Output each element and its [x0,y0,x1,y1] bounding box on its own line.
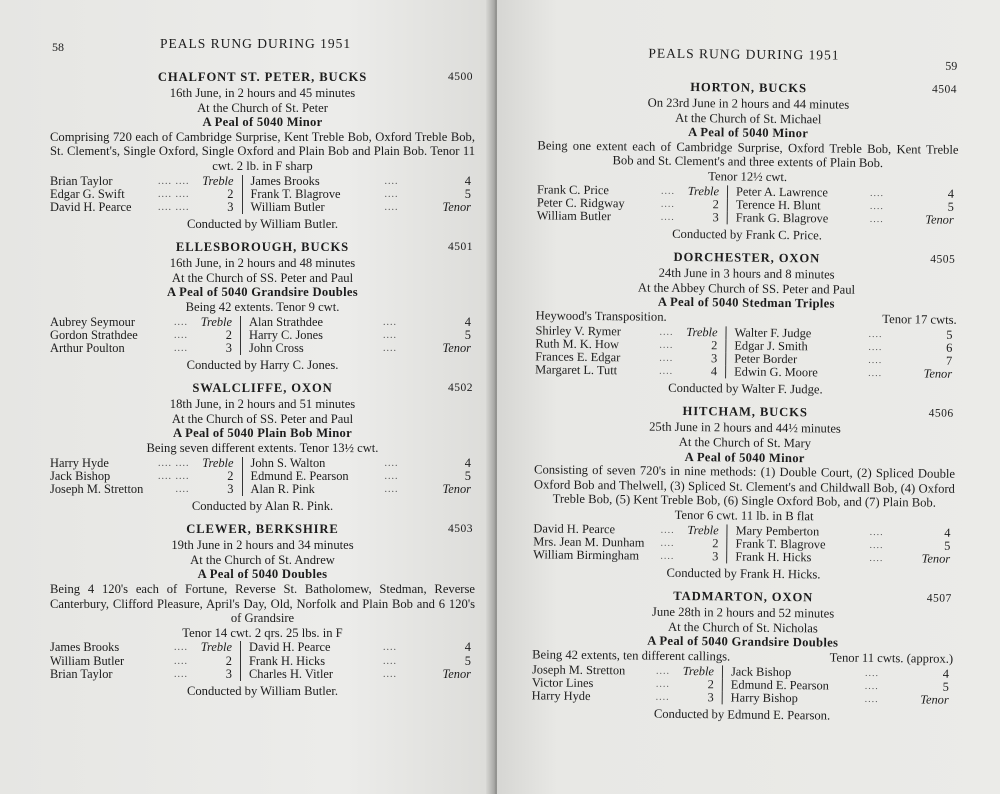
peal-place: TADMARTON, OXON [673,589,814,605]
ringer-name: William Butler [536,208,612,224]
leader-dots: .... [383,342,397,354]
conducted-by: Conducted by Frank C. Price. [672,227,822,243]
bell-number: 3 [196,201,243,214]
leader-dots: .... [660,185,676,197]
leader-dots: .... [384,483,399,495]
bell-number: 2 [681,198,728,212]
peal-church: At the Church of St. Michael [675,110,822,126]
page-number: 58 [52,40,64,54]
peal-church: At the Abbey Church of SS. Peter and Paul [637,280,856,297]
bell-number: 7 [945,353,953,368]
ringer-name: James Brooks [250,173,320,188]
ringers-table [50,316,475,356]
peal-date: 19th June in 2 hours and 34 minutes [171,538,354,553]
ringers-table [50,457,475,497]
ringer-name: Harry Hyde [531,688,591,703]
leader-dots: .... [869,539,884,551]
bell-number: 3 [194,342,241,355]
ringer-name: Charles H. Vitler [249,666,334,681]
ringer-name: Edmund E. Pearson [250,468,349,483]
peal-tenor: Tenor 6 cwt. 11 lb. in B flat [674,507,814,524]
bell-number: Treble [196,457,243,470]
bell-number: Treble [194,641,241,654]
ringer-name: John Cross [249,340,304,355]
bell-number: 2 [194,329,241,342]
peal-details: Comprising 720 each of Cambridge Surprise, Kent Treble Bob, Oxford Treble Bob, St. Clement's, Single Oxford, Single Oxford and Plain Bob and Plain Bob. Tenor 11 cwt. 2 lb. in F sharp [50,129,475,173]
peal-place: HORTON, BUCKS [690,80,808,96]
peal-heading [50,520,475,538]
ringer-row [50,655,475,668]
leader-dots: .... [655,691,670,703]
ringer-name: Walter F. Judge [734,325,812,340]
peal-church: At the Church of SS. Peter and Paul [171,411,354,426]
ringer-name: Frances E. Edgar [535,349,621,365]
bell-number: 4 [464,173,471,188]
leader-dots: .... .... [158,201,190,213]
ringer-name: Harry Hyde [50,455,109,470]
leader-dots: .... [174,329,188,341]
page-number: 59 [945,58,958,73]
ringer-name: Peter C. Ridgway [536,195,625,211]
leader-dots: .... [868,368,883,380]
conducted-by: Conducted by Frank H. Hicks. [666,565,821,582]
ringer-row [50,201,475,214]
leader-dots: .... [383,642,397,654]
leader-dots: .... [384,470,399,482]
leader-dots: .... [659,365,674,378]
leader-dots: .... [660,211,675,223]
bell-number: Tenor [442,666,471,681]
bell-number: 5 [942,679,949,694]
bell-number: 5 [464,468,471,483]
peal-title: A Peal of 5040 Grandsire Doubles [167,285,358,300]
bell-number: Treble [679,325,726,339]
leader-dots: .... [655,665,671,677]
peal-number: 4500 [448,71,473,83]
peal-heading [50,68,475,86]
peal-heading [50,379,475,397]
bell-number: Tenor [442,199,471,214]
peal-heading [50,238,475,256]
running-head [50,36,475,66]
peal-title: A Peal of 5040 Plain Bob Minor [172,426,352,441]
ringer-name: James Brooks [50,640,120,655]
leader-dots: .... [660,524,675,536]
peal-details: Being 42 extents. Tenor 9 cwt. [185,299,340,314]
bell-number: 3 [676,691,723,705]
ringer-name: Brian Taylor [50,666,113,681]
ringer-name: John S. Walton [250,455,326,470]
running-title: PEALS RUNG DURING 1951 [160,36,352,51]
ringers-table [535,324,957,381]
ringer-name: David H. Pearce [50,199,132,214]
peal-entry [50,238,475,373]
peal-place: HITCHAM, BUCKS [682,404,808,420]
peal-church: At the Church of St. Nicholas [668,619,818,636]
peal-title: A Peal of 5040 Minor [684,449,805,465]
leader-dots: .... [864,693,879,705]
leader-dots: .... [655,678,670,690]
left-page [0,0,493,794]
bell-number: 5 [947,199,954,214]
peal-number: 4506 [928,407,954,421]
peal-church: At the Church of St. Andrew [190,552,335,567]
bell-number: 4 [679,365,726,379]
bell-number: 6 [946,340,953,355]
peal-entry [50,68,475,232]
peal-entry [50,520,475,699]
bell-number: 5 [464,653,471,668]
ringer-name: Edgar G. Swift [50,186,125,201]
ringer-name: Ruth M. K. How [535,336,620,352]
bell-number: Tenor [921,551,951,566]
leader-dots: .... [384,188,399,200]
bell-number: 4 [942,666,950,681]
peal-tenor: Tenor 17 cwts. [882,312,957,327]
leader-dots: .... .... [158,457,190,469]
leader-dots: .... [174,316,188,328]
ringer-name: Victor Lines [531,675,594,690]
ringers-table [50,175,475,215]
leader-dots: .... [864,667,880,679]
bell-number: Treble [196,175,243,188]
ringer-name: Joseph M. Stretton [50,481,144,496]
leader-dots: .... [174,668,188,680]
bell-number: Treble [681,185,728,199]
peal-title: A Peal of 5040 Minor [688,125,809,141]
ringers-table [50,641,475,681]
bell-number: 4 [944,525,951,540]
peal-date: On 23rd June in 2 hours and 44 minutes [647,95,850,112]
ringer-name: Frank T. Blagrove [735,536,826,552]
peal-date: June 28th in 2 hours and 52 minutes [651,604,835,621]
bell-number: 4 [464,455,471,470]
right-page [497,0,1000,794]
bell-number: 4 [464,314,471,329]
peal-details: Being one extent each of Cambridge Surprise, Oxford Treble Bob, Kent Treble Bob and St. Clement's and three extents of Plain Bob. [537,138,959,171]
ringer-name: William Butler [250,199,325,214]
ringer-name: Aubrey Seymour [50,314,135,329]
bell-number: 2 [196,470,243,483]
peal-number: 4503 [448,523,473,536]
leader-dots: .... [174,655,188,667]
bell-number: Treble [681,523,728,537]
ringer-name: David H. Pearce [533,520,616,536]
conducted-by: Conducted by Edmund E. Pearson. [653,706,831,723]
running-head [538,44,959,78]
bell-number: 3 [681,211,728,225]
conducted-by: Conducted by Harry C. Jones. [186,358,339,373]
ringer-name: Shirley V. Rymer [535,322,622,338]
peal-church: At the Church of St. Peter [197,100,328,115]
peal-place: ELLESBOROUGH, BUCKS [175,240,350,255]
peal-title: A Peal of 5040 Stedman Triples [657,295,835,311]
ringer-name: Frank T. Blagrove [250,186,341,201]
bell-number: Tenor [920,692,949,707]
ringer-name: Frank G. Blagrove [735,210,829,226]
peal-entry [536,76,959,245]
bell-number: 2 [679,339,726,353]
peal-entry [533,401,956,584]
bell-number: Treble [676,664,723,678]
leader-dots: .... [384,201,399,213]
ringer-row [50,470,475,483]
bell-number: Tenor [442,340,471,355]
peal-tenor: Tenor 11 cwts. (approx.) [829,650,954,666]
leader-dots: .... [174,342,188,354]
conducted-by: Conducted by William Butler. [186,217,339,232]
ringer-name: Terence H. Blunt [735,197,821,213]
ringer-row [50,316,475,329]
ringer-name: Peter Border [734,351,798,367]
leader-dots: .... [383,655,397,667]
peal-entry [531,586,953,725]
bell-number: 5 [946,327,953,342]
ringer-name: Jack Bishop [50,468,111,483]
peal-tenor: Tenor 12½ cwt. [708,169,788,185]
bell-number: 2 [676,678,723,692]
ringer-name: Frank C. Price [536,181,610,197]
peal-number: 4507 [926,592,952,605]
bell-number: 5 [464,186,471,201]
ringer-name: Mary Pemberton [735,523,820,538]
ringer-name: Gordon Strathdee [50,327,138,342]
bell-number: Tenor [923,366,953,381]
peal-entry [535,247,958,400]
peal-place: SWALCLIFFE, OXON [192,381,333,396]
ringer-name: Joseph M. Stretton [531,661,626,677]
peal-tenor: Tenor 14 cwt. 2 qrs. 25 lbs. in F [182,625,343,640]
bell-number: 3 [680,550,727,564]
leader-dots: .... [869,526,884,538]
peal-place: DORCHESTER, OXON [673,250,821,266]
peal-details: Being 4 120's each of Fortune, Reverse St. Batholomew, Stedman, Reverse Canterbury, Clifford Pleasure, April's Day, Old, Norfolk and Plain Bob and 6 120's of Grandsire [50,581,475,626]
leader-dots: .... [659,352,674,364]
leader-dots: .... [869,552,884,564]
peal-title: A Peal of 5040 Minor [202,115,323,130]
peal-details: Heywood's Transposition. [535,308,667,324]
ringer-name: Margaret L. Tutt [535,362,618,378]
ringer-name: David H. Pearce [249,640,331,655]
peal-title: A Peal of 5040 Grandsire Doubles [647,633,839,650]
bell-number: 3 [194,668,241,681]
conducted-by: Conducted by Walter F. Judge. [668,381,823,397]
peal-place: CHALFONT ST. PETER, BUCKS [157,70,368,84]
peal-number: 4504 [932,83,958,96]
leader-dots: .... [868,341,883,353]
bell-number: 2 [196,188,243,201]
peal-date: 25th June in 2 hours and 44½ minutes [649,419,841,436]
leader-dots: .... [174,642,188,654]
leader-dots: .... .... [158,175,190,187]
ringer-name: Alan Strathdee [249,314,323,329]
ringer-row [50,329,475,342]
ringer-row [50,483,475,496]
conducted-by: Conducted by William Butler. [186,683,339,698]
ringer-row [50,188,475,201]
leader-dots: .... [384,175,399,187]
conducted-by: Conducted by Alan R. Pink. [191,499,334,514]
leader-dots: .... .... [158,470,190,482]
peal-church: At the Church of SS. Peter and Paul [171,270,354,285]
leader-dots: .... [869,200,884,212]
ringers-table [532,663,953,707]
peal-date: 24th June in 3 hours and 8 minutes [658,265,835,282]
ringer-name: Harry Bishop [730,690,798,706]
ringer-name: William Butler [50,653,125,668]
peal-place: CLEWER, BERKSHIRE [186,522,339,537]
ringer-name: Alan R. Pink [250,481,315,496]
leader-dots: .... [384,457,399,469]
leader-dots: .... [383,316,397,328]
leader-dots: .... [383,668,397,680]
bell-number: 4 [464,640,471,655]
leader-dots: .... [868,328,883,340]
leader-dots: .... [383,329,397,341]
peal-date: 16th June, in 2 hours and 45 minutes [169,86,356,100]
peal-date: 18th June, in 2 hours and 51 minutes [169,397,356,412]
ringer-name: Frank H. Hicks [249,653,326,668]
leader-dots: .... [864,680,879,692]
peal-date: 16th June, in 2 hours and 48 minutes [169,256,356,271]
leader-dots: .... .... [158,188,190,200]
leader-dots: .... [659,339,674,351]
ringer-name: Jack Bishop [730,663,792,679]
leader-dots: .... [660,537,675,549]
peal-entry [50,379,475,514]
peal-details: Consisting of seven 720's in nine methods: (1) Double Court, (2) Spliced Double Oxford Bob and Thelwell, (3) Spliced St. Clement's and Childwall Bob, (4) Oxford Treble Bob, (5) Kent Treble Bob, (6) Single Oxford Bob, and (7) Plain Bob. [533,462,956,510]
bell-number: 2 [194,655,241,668]
ringer-name: William Birmingham [533,547,640,563]
leader-dots: .... [868,354,883,367]
peal-details: Being 42 extents, ten different callings. [532,647,731,664]
bell-number: 3 [679,352,726,366]
bell-number: Treble [194,316,241,329]
ringer-name: Frank H. Hicks [735,549,812,565]
ringer-row [50,457,475,470]
ringer-row [50,641,475,654]
ringer-name: Brian Taylor [50,173,113,188]
leader-dots: .... [869,187,885,199]
bell-number: 5 [944,538,951,553]
leader-dots: .... [175,483,190,495]
bell-number: 5 [464,327,471,342]
leader-dots: .... [659,326,674,338]
bell-number: 3 [196,483,243,496]
ringer-name: Edwin G. Moore [734,364,818,380]
leader-dots: .... [869,213,884,226]
ringer-name: Peter A. Lawrence [735,184,828,200]
leader-dots: .... [660,550,675,562]
bell-number: 4 [947,186,955,201]
ringer-name: Harry C. Jones [249,327,323,342]
ringers-table [537,183,958,227]
ringer-name: Edgar J. Smith [734,338,808,354]
peal-number: 4502 [448,382,473,395]
ringer-name: Mrs. Jean M. Dunham [533,534,645,550]
peal-details: Being seven different extents. Tenor 13½ cwt. [146,440,379,455]
peal-church: At the Church of St. Mary [678,434,812,451]
peal-number: 4501 [448,241,473,254]
ringer-row [50,342,475,355]
running-title: PEALS RUNG DURING 1951 [648,45,840,63]
leader-dots: .... [660,198,675,210]
bell-number: Tenor [925,212,954,227]
ringer-row [50,668,475,681]
ringer-name: Arthur Poulton [50,340,125,355]
bell-number: 2 [680,537,727,551]
peal-number: 4505 [930,253,956,266]
peal-title: A Peal of 5040 Doubles [197,567,328,582]
ringer-name: Edmund E. Pearson [730,677,830,693]
ringers-table [533,522,954,566]
ringer-row [50,175,475,188]
bell-number: Tenor [442,481,471,496]
